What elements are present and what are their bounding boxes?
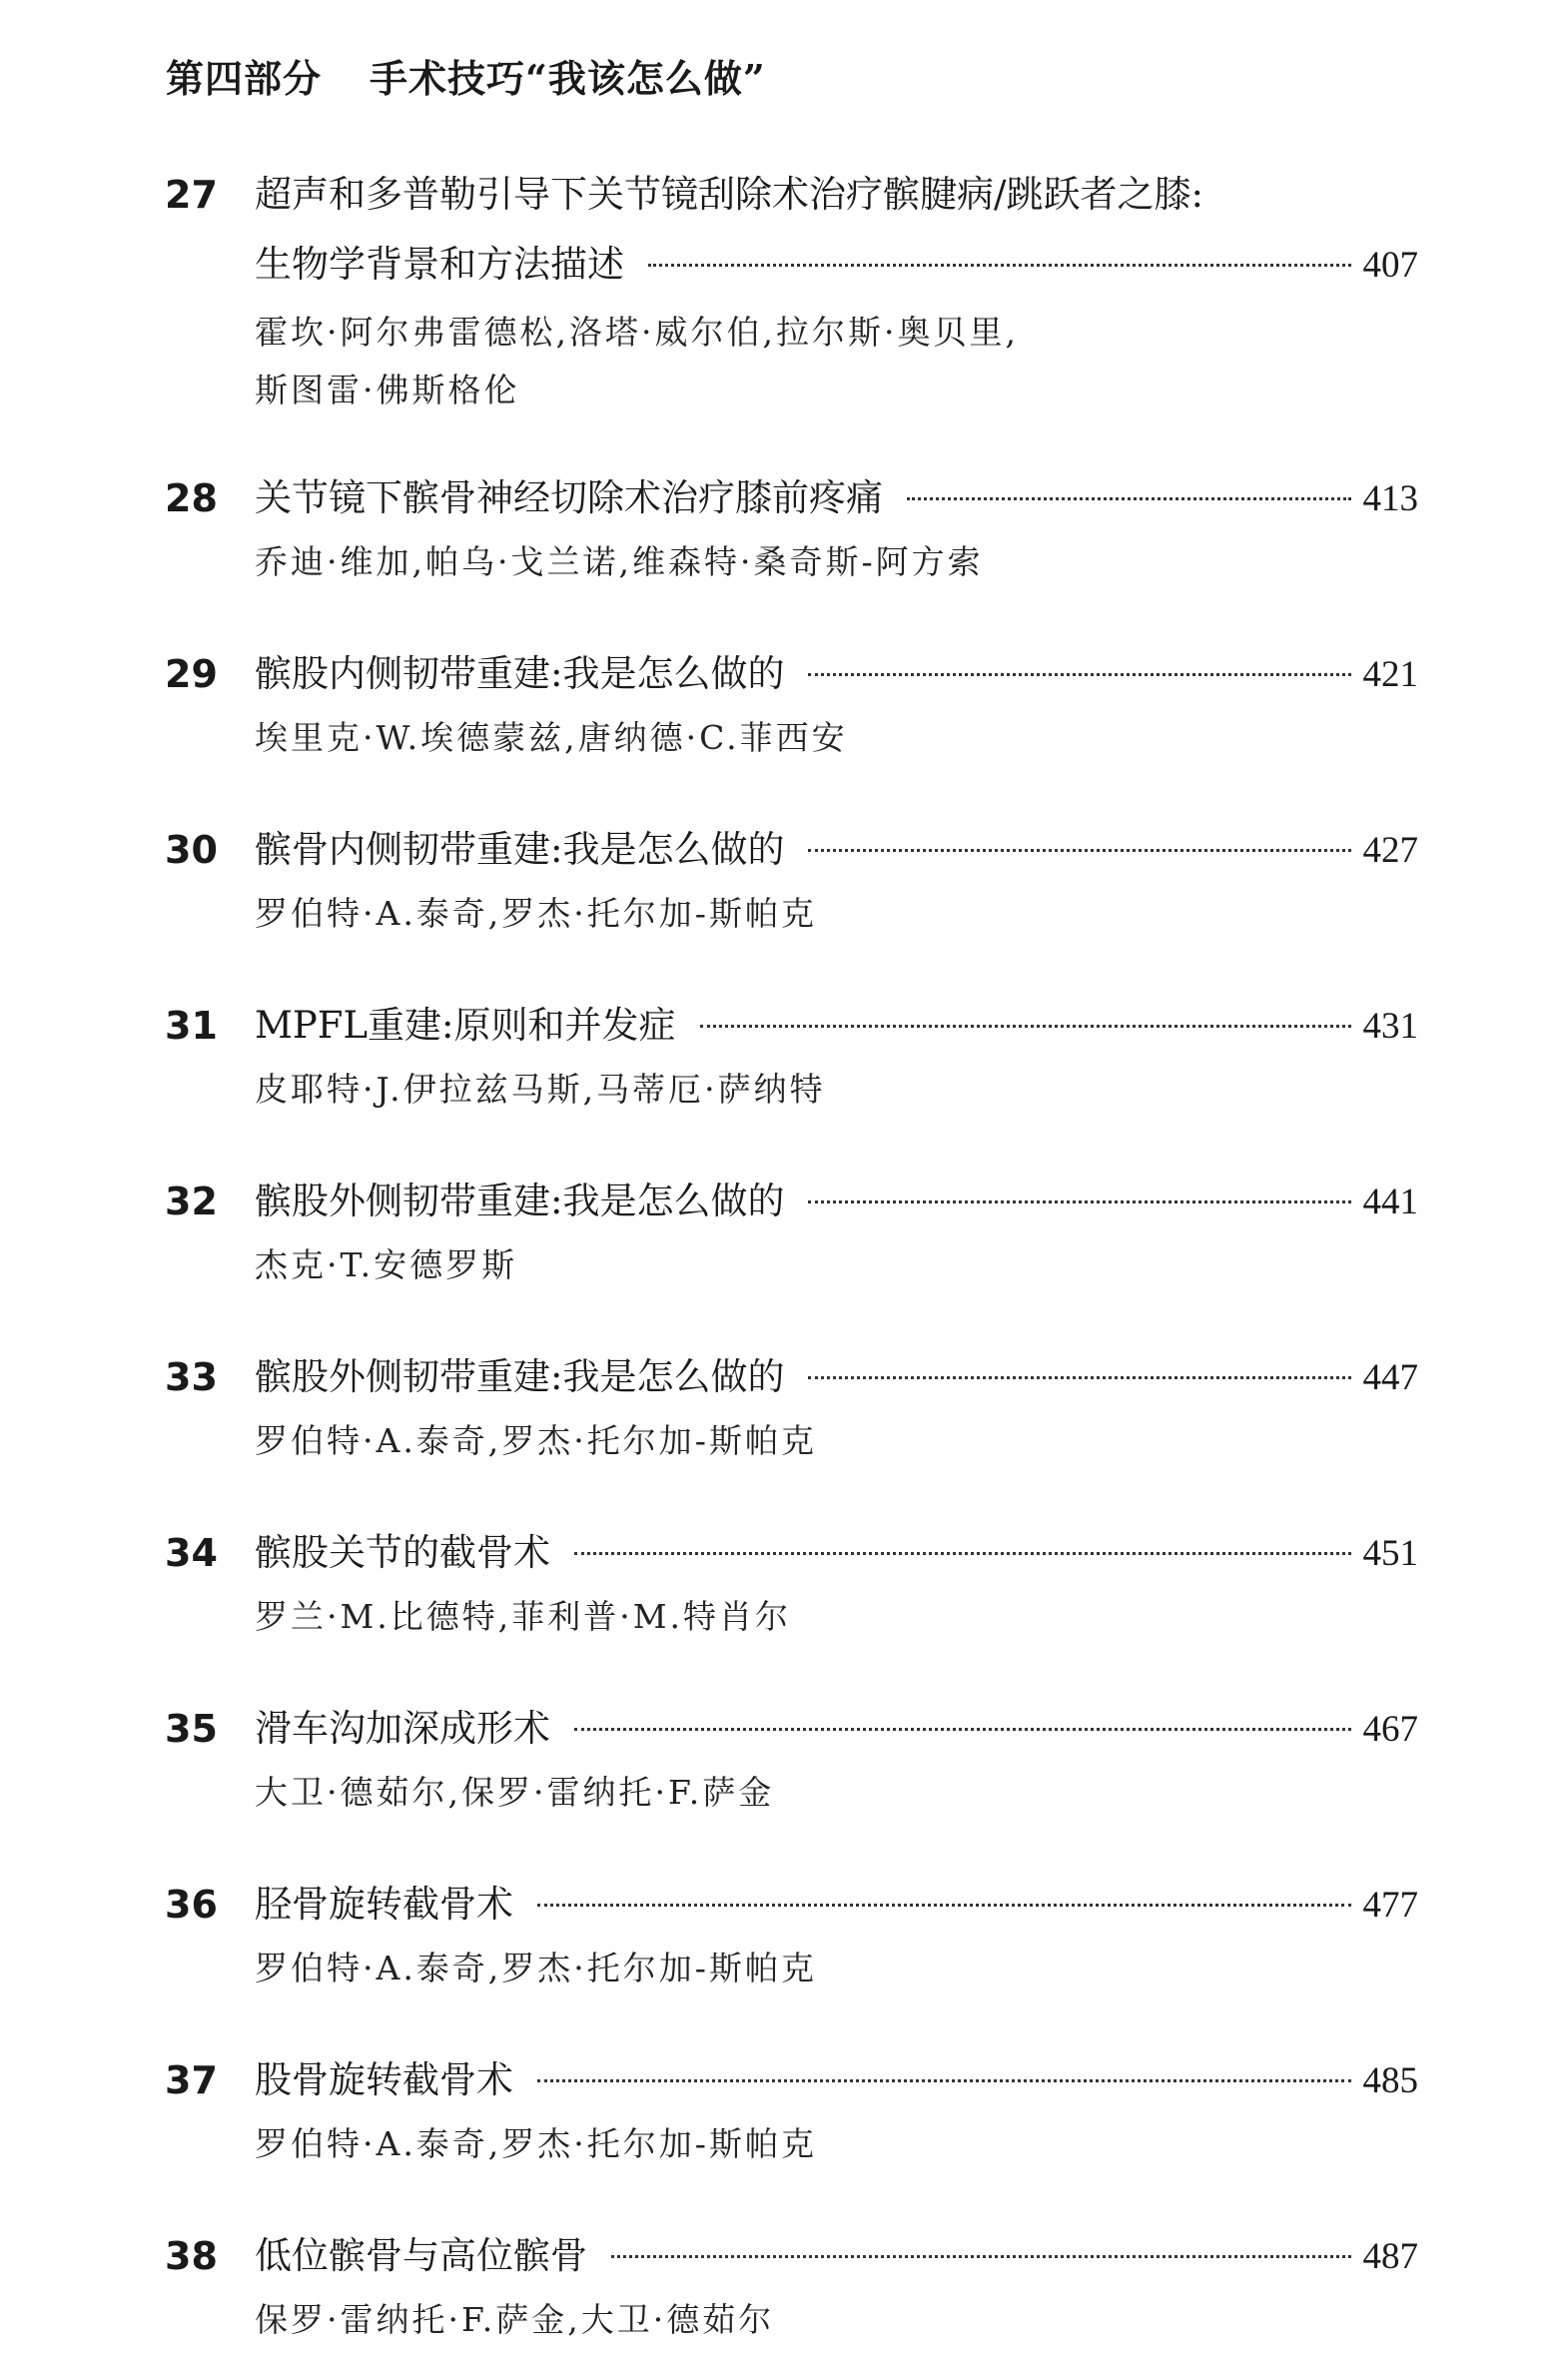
dot-leader [537, 1904, 1351, 1907]
page-number: 431 [1362, 1006, 1418, 1047]
chapter-title-text: 髌股外侧韧带重建:我是怎么做的 [255, 1355, 785, 1398]
chapter-title-line [255, 1355, 1418, 1398]
chapter-title-text: 胫骨旋转截骨术 [255, 1883, 513, 1926]
chapter-authors: 罗伯特·A.泰奇,罗杰·托尔加-斯帕克 [255, 1949, 817, 1987]
chapter-number: 27 [165, 173, 218, 217]
dot-leader [808, 1200, 1350, 1203]
chapter-title-line [255, 1883, 1418, 1926]
chapter-authors: 大卫·德茹尔,保罗·雷纳托·F.萨金 [255, 1773, 775, 1812]
chapter-authors: 保罗·雷纳托·F.萨金,大卫·德茹尔 [255, 2300, 775, 2339]
page-number: 421 [1362, 654, 1418, 695]
chapter-number: 28 [165, 476, 218, 520]
dot-leader [611, 2255, 1351, 2258]
dot-leader [808, 849, 1350, 852]
chapter-number: 36 [165, 1883, 218, 1927]
chapter-title-line2 [255, 243, 1418, 286]
chapter-number: 34 [165, 1531, 218, 1575]
chapter-number: 33 [165, 1355, 218, 1399]
chapter-title-text: 髌股内侧韧带重建:我是怎么做的 [255, 652, 785, 695]
chapter-number: 32 [165, 1180, 218, 1223]
chapter-title-text: MPFL重建:原则和并发症 [255, 1004, 676, 1047]
chapter-authors: 皮耶特·J.伊拉兹马斯,马蒂厄·萨纳特 [255, 1070, 826, 1109]
chapter-title-text: 超声和多普勒引导下关节镜刮除术治疗髌腱病/跳跃者之膝: [255, 173, 1203, 216]
chapter-authors: 罗兰·M.比德特,菲利普·M.特肖尔 [255, 1597, 792, 1636]
chapter-title-line [255, 2058, 1418, 2101]
part-header [166, 48, 766, 103]
chapter-authors: 埃里克·W.埃德蒙兹,唐纳德·C.菲西安 [255, 718, 848, 757]
chapter-title-text: 关节镜下髌骨神经切除术治疗膝前疼痛 [255, 476, 883, 519]
chapter-title-line [255, 1531, 1418, 1574]
chapter-authors: 罗伯特·A.泰奇,罗杰·托尔加-斯帕克 [255, 2124, 817, 2163]
chapter-title-text: 髌股关节的截骨术 [255, 1531, 550, 1574]
page-number: 441 [1362, 1182, 1418, 1222]
chapter-title-text: 髌股外侧韧带重建:我是怎么做的 [255, 1180, 785, 1222]
page-number: 413 [1362, 478, 1418, 519]
chapter-title-line [255, 476, 1418, 519]
chapter-title-line [255, 2234, 1418, 2277]
chapter-authors: 罗伯特·A.泰奇,罗杰·托尔加-斯帕克 [255, 1421, 817, 1460]
chapter-number: 37 [165, 2058, 218, 2102]
page-number: 485 [1362, 2060, 1418, 2101]
chapter-title-line [255, 1180, 1418, 1222]
chapter-number: 38 [165, 2234, 218, 2278]
chapter-title-text: 生物学背景和方法描述 [255, 243, 624, 286]
chapter-title-text: 股骨旋转截骨术 [255, 2058, 513, 2101]
chapter-authors: 杰克·T.安德罗斯 [255, 1245, 518, 1284]
dot-leader [574, 1552, 1351, 1555]
part-title: 手术技巧“我该怎么做” [370, 56, 766, 101]
chapter-number: 31 [165, 1004, 218, 1048]
chapter-authors: 霍坎·阿尔弗雷德松,洛塔·威尔伯,拉尔斯·奥贝里, [255, 313, 1019, 352]
chapter-title-line [255, 652, 1418, 695]
chapter-title-text: 滑车沟加深成形术 [255, 1707, 550, 1750]
chapter-title-line [255, 1707, 1418, 1750]
dot-leader [700, 1025, 1351, 1028]
dot-leader [537, 2079, 1351, 2082]
chapter-number: 35 [165, 1707, 218, 1751]
page-number: 467 [1362, 1709, 1418, 1750]
part-label: 第四部分 [166, 56, 323, 101]
page-number: 407 [1362, 245, 1418, 286]
chapter-authors: 罗伯特·A.泰奇,罗杰·托尔加-斯帕克 [255, 894, 817, 933]
page-number: 487 [1362, 2236, 1418, 2277]
dot-leader [907, 497, 1351, 500]
chapter-authors: 斯图雷·佛斯格伦 [255, 371, 520, 409]
dot-leader [808, 1376, 1350, 1379]
page-number: 451 [1362, 1533, 1418, 1574]
dot-leader [648, 264, 1351, 267]
chapter-title-text: 低位髌骨与高位髌骨 [255, 2234, 587, 2277]
page-number: 447 [1362, 1357, 1418, 1398]
chapter-title-line [255, 828, 1418, 871]
page-number: 477 [1362, 1885, 1418, 1926]
chapter-authors: 乔迪·维加,帕乌·戈兰诺,维森特·桑奇斯-阿方索 [255, 542, 984, 581]
dot-leader [574, 1728, 1351, 1731]
page-number: 427 [1362, 830, 1418, 871]
chapter-number: 29 [165, 652, 218, 696]
chapter-title-line [255, 1004, 1418, 1047]
chapter-number: 30 [165, 828, 218, 872]
dot-leader [808, 673, 1350, 676]
chapter-title-text: 髌骨内侧韧带重建:我是怎么做的 [255, 828, 785, 871]
chapter-title-line1 [255, 173, 1418, 216]
